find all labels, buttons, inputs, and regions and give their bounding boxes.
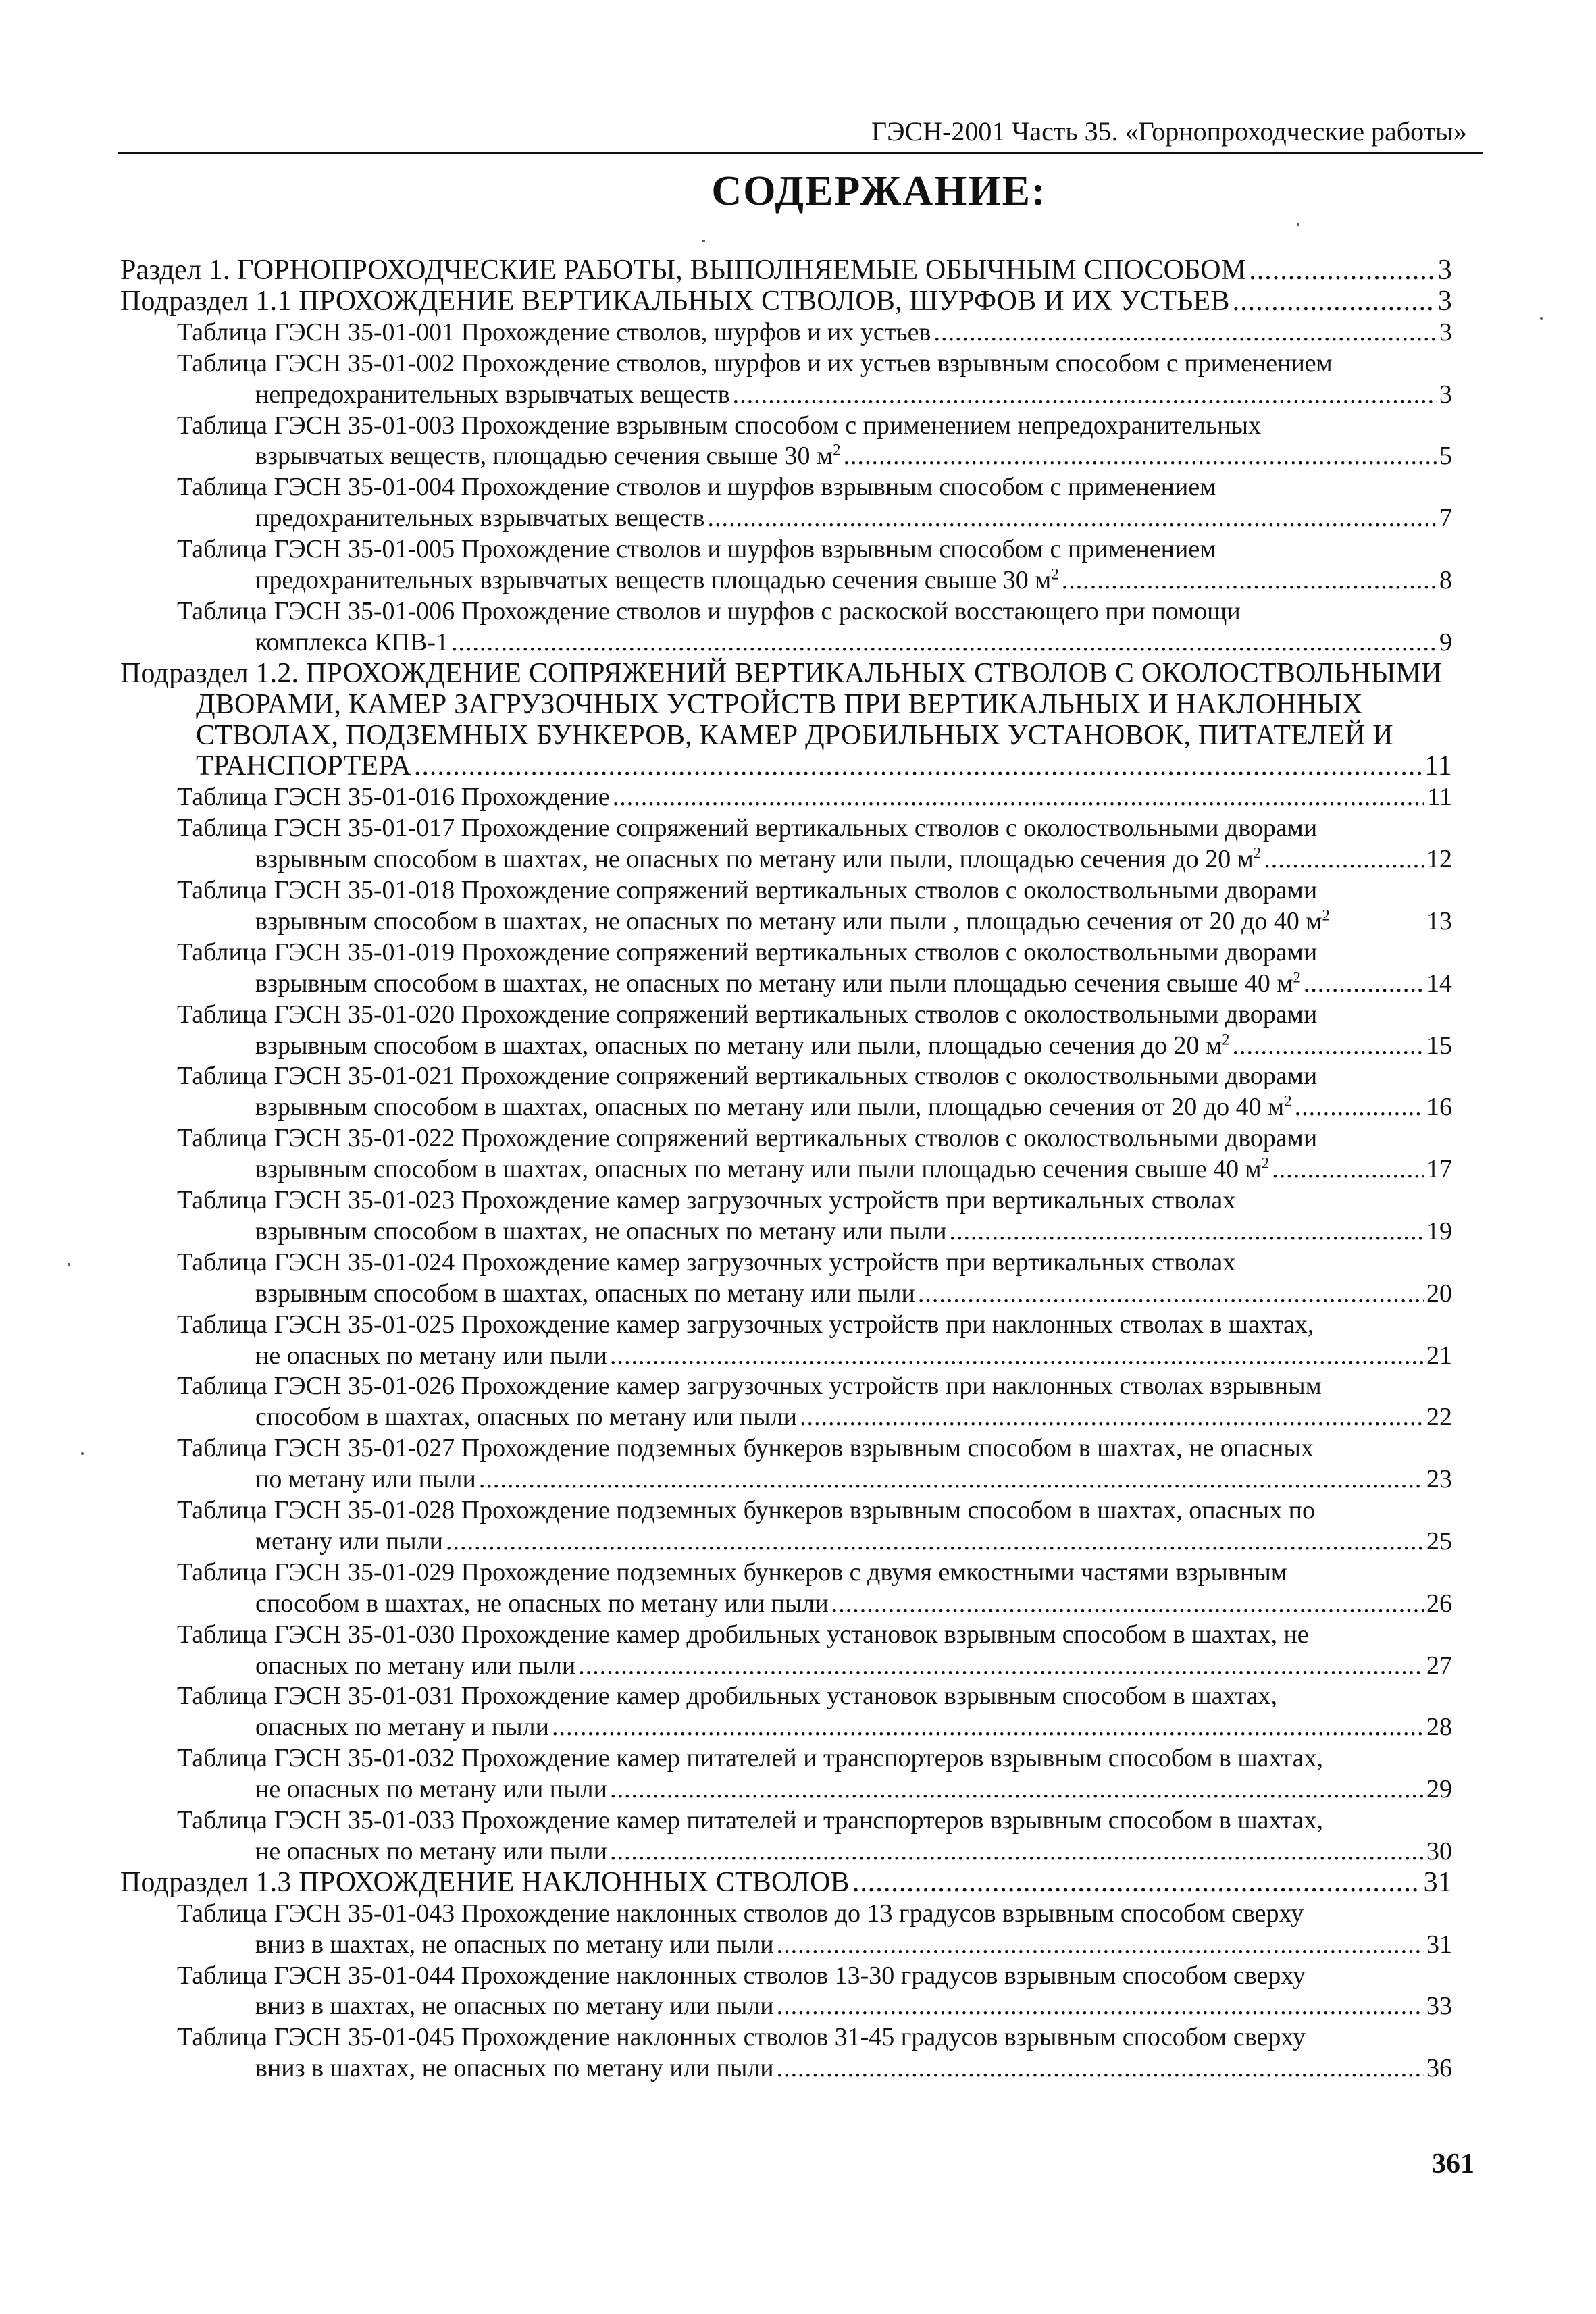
toc-entry-line bbox=[255, 1774, 1452, 1805]
toc-entry-title: непредохранительных взрывчатых веществ bbox=[255, 380, 730, 409]
toc-entry-line bbox=[255, 1154, 1452, 1185]
toc-entry-title: Подраздел 1.3 ПРОХОЖДЕНИЕ НАКЛОННЫХ СТВОЛОВ bbox=[120, 1867, 850, 1898]
toc-entry-line bbox=[196, 750, 1452, 781]
toc-page-number: 9 bbox=[1439, 628, 1452, 657]
toc-entry-line bbox=[255, 2053, 1452, 2084]
toc-page-number: 14 bbox=[1426, 969, 1452, 998]
toc-entry-text: Таблица ГЭСН 35-01-029 Прохождение подземных бункеров с двумя емкостными частями взрывным bbox=[177, 1558, 1287, 1587]
toc-entry-title: взрывчатых веществ, площадью сечения свыше 30 $м^2$ bbox=[255, 441, 841, 470]
dot-leader bbox=[1304, 968, 1424, 999]
toc-entry-text: Таблица ГЭСН 35-01-021 Прохождение сопряжений вертикальных стволов с околоствольными дворами bbox=[177, 1062, 1318, 1090]
toc-entry-title: способом в шахтах, опасных по метану или пыли bbox=[255, 1403, 797, 1431]
toc-entry-line bbox=[255, 1091, 1452, 1123]
dot-leader bbox=[950, 1216, 1424, 1247]
toc-page-number: 30 bbox=[1426, 1837, 1452, 1866]
toc-entry-text: Таблица ГЭСН 35-01-003 Прохождение взрывным способом с применением непредохранительных bbox=[177, 411, 1261, 440]
toc-entry-title: вниз в шахтах, не опасных по метану или пыли bbox=[255, 1992, 774, 2020]
toc-entry-title: метану или пыли bbox=[255, 1527, 443, 1555]
dot-leader bbox=[852, 1867, 1421, 1898]
dot-leader bbox=[610, 1340, 1424, 1371]
toc-entry-title: взрывным способом в шахтах, опасных по метану или пыли, площадью сечения до 20 $м^2$ bbox=[255, 1031, 1230, 1060]
toc-entry-text: Таблица ГЭСН 35-01-033 Прохождение камер питателей и транспортеров взрывным способом в шахтах, bbox=[177, 1806, 1323, 1834]
scan-speck bbox=[81, 1452, 84, 1455]
toc-page-number: 25 bbox=[1426, 1527, 1452, 1555]
toc-entry-title: ТРАНСПОРТЕРА bbox=[196, 750, 411, 781]
toc-entry-title: предохранительных взрывчатых веществ площадью сечения свыше 30 $м^2$ bbox=[255, 565, 1059, 594]
page-title: СОДЕРЖАНИЕ: bbox=[711, 168, 1047, 214]
dot-leader bbox=[1295, 1091, 1424, 1123]
toc-entry-text: Таблица ГЭСН 35-01-044 Прохождение наклонных стволов 13-30 градусов взрывным способом сверху bbox=[177, 1961, 1306, 1990]
dot-leader bbox=[578, 1650, 1424, 1681]
toc-entry-text: Таблица ГЭСН 35-01-023 Прохождение камер загрузочных устройств при вертикальных стволах bbox=[177, 1186, 1236, 1214]
toc-page-number: 20 bbox=[1426, 1279, 1452, 1308]
toc-entry-title: не опасных по метану или пыли bbox=[255, 1837, 607, 1866]
toc-entry-text: Таблица ГЭСН 35-01-043 Прохождение наклонных стволов до 13 градусов взрывным способом сверху bbox=[177, 1899, 1304, 1928]
toc-entry-line bbox=[255, 1836, 1452, 1867]
dot-leader bbox=[610, 1774, 1424, 1805]
toc-page-number: 17 bbox=[1426, 1155, 1452, 1183]
toc-page-number: 31 bbox=[1423, 1867, 1452, 1898]
page-number: 361 bbox=[1432, 2149, 1474, 2180]
toc-page-number: 27 bbox=[1426, 1651, 1452, 1680]
toc-page-number: 15 bbox=[1426, 1031, 1452, 1060]
dot-leader bbox=[1232, 1030, 1424, 1061]
toc-entry-line bbox=[120, 1867, 1452, 1898]
toc-entry-title: Раздел 1. ГОРНОПРОХОДЧЕСКИЕ РАБОТЫ, ВЫПОЛНЯЕМЫЕ ОБЫЧНЫМ СПОСОБОМ bbox=[120, 255, 1247, 286]
toc-entry-text: Таблица ГЭСН 35-01-006 Прохождение стволов и шурфов с раскоской восстающего при помощи bbox=[177, 597, 1241, 625]
superscript: 2 bbox=[1293, 969, 1301, 986]
toc-entry-text: Таблица ГЭСН 35-01-030 Прохождение камер дробильных установок взрывным способом в шахтах, не bbox=[177, 1620, 1309, 1649]
toc-page-number: 36 bbox=[1426, 2054, 1452, 2082]
dot-leader bbox=[1272, 1154, 1424, 1185]
toc-entry-text: Таблица ГЭСН 35-01-025 Прохождение камер загрузочных устройств при наклонных стволах в шахтах, bbox=[177, 1310, 1314, 1339]
toc-entry-title: взрывным способом в шахтах, опасных по метану или пыли площадью сечения свыше 40 $м^2$ bbox=[255, 1154, 1270, 1183]
dot-leader bbox=[1233, 286, 1435, 317]
toc-entry-title: Таблица ГЭСН 35-01-001 Прохождение стволов, шурфов и их устьев bbox=[177, 318, 931, 346]
dot-leader bbox=[707, 503, 1437, 534]
dot-leader bbox=[777, 2053, 1424, 2084]
toc-entry-text: СТВОЛАХ, ПОДЗЕМНЫХ БУНКЕРОВ, КАМЕР ДРОБИЛЬНЫХ УСТАНОВОК, ПИТАТЕЛЕЙ И bbox=[196, 720, 1393, 751]
superscript: 2 bbox=[1261, 1154, 1270, 1172]
toc-page-number: 13 bbox=[1426, 907, 1452, 935]
toc-page-number: 28 bbox=[1426, 1713, 1452, 1741]
toc-entry-text: Таблица ГЭСН 35-01-019 Прохождение сопряжений вертикальных стволов с околоствольными дворами bbox=[177, 938, 1318, 967]
toc-page-number: 12 bbox=[1426, 845, 1452, 873]
dot-leader bbox=[610, 1836, 1424, 1867]
toc-page-number: 8 bbox=[1439, 566, 1452, 594]
toc-entry-title: взрывным способом в шахтах, не опасных по метану или пыли, площадью сечения до 20 $м^2$ bbox=[255, 844, 1262, 873]
dot-leader bbox=[1249, 255, 1435, 286]
toc-entry-title: предохранительных взрывчатых веществ bbox=[255, 504, 705, 532]
toc-entry-line bbox=[255, 379, 1452, 410]
scan-speck bbox=[702, 240, 705, 242]
toc-entry-title: Таблица ГЭСН 35-01-016 Прохождение bbox=[177, 783, 610, 811]
toc-entry-title: взрывным способом в шахтах, опасных по метану или пыли bbox=[255, 1279, 915, 1308]
toc-entry-text: Таблица ГЭСН 35-01-022 Прохождение сопряжений вертикальных стволов с околоствольными дворами bbox=[177, 1124, 1318, 1152]
toc-page-number: 19 bbox=[1426, 1217, 1452, 1245]
toc-page-number: 22 bbox=[1426, 1403, 1452, 1431]
scan-speck bbox=[1297, 223, 1299, 226]
toc-entry-title: взрывным способом в шахтах, не опасных по метану или пыли площадью сечения свыше 40 $м^2$ bbox=[255, 969, 1301, 998]
toc-entry-line bbox=[177, 781, 1452, 813]
toc-entry-title: вниз в шахтах, не опасных по метану или пыли bbox=[255, 2054, 774, 2082]
dot-leader bbox=[733, 379, 1437, 410]
toc-page-number: 33 bbox=[1426, 1992, 1452, 2020]
dot-leader bbox=[451, 627, 1437, 658]
toc-entry-line bbox=[255, 1278, 1452, 1309]
toc-entry-title: вниз в шахтах, не опасных по метану или пыли bbox=[255, 1930, 774, 1959]
toc-entry-line bbox=[255, 627, 1452, 658]
toc-page-number: 7 bbox=[1439, 504, 1452, 532]
toc-page-number: 16 bbox=[1426, 1093, 1452, 1121]
dot-leader bbox=[918, 1278, 1424, 1309]
toc-entry-line bbox=[255, 844, 1452, 875]
toc-entry-line bbox=[120, 255, 1452, 286]
toc-page-number: 26 bbox=[1426, 1589, 1452, 1618]
toc-page-number: 29 bbox=[1426, 1775, 1452, 1803]
toc-entry-line bbox=[255, 1464, 1452, 1495]
superscript: 2 bbox=[1322, 906, 1330, 924]
toc-entry-text: Подраздел 1.2. ПРОХОЖДЕНИЕ СОПРЯЖЕНИЙ ВЕРТИКАЛЬНЫХ СТВОЛОВ С ОКОЛОСТВОЛЬНЫМИ bbox=[120, 658, 1442, 689]
toc-entry-text: Таблица ГЭСН 35-01-026 Прохождение камер загрузочных устройств при наклонных стволах взрывным bbox=[177, 1372, 1322, 1400]
scan-speck bbox=[1540, 317, 1543, 320]
toc-entry-text: Таблица ГЭСН 35-01-018 Прохождение сопряжений вертикальных стволов с околоствольными дворами bbox=[177, 876, 1318, 904]
superscript: 2 bbox=[1253, 844, 1262, 862]
toc-entry-title: взрывным способом в шахтах, опасных по метану или пыли, площадью сечения от 20 до 40 $м^2$ bbox=[255, 1092, 1292, 1121]
superscript: 2 bbox=[1284, 1092, 1292, 1110]
toc-entry-text: Таблица ГЭСН 35-01-004 Прохождение стволов и шурфов взрывным способом с применением bbox=[177, 473, 1216, 501]
dot-leader bbox=[446, 1526, 1424, 1557]
toc-entry-line bbox=[255, 1216, 1452, 1247]
toc-entry-text: Таблица ГЭСН 35-01-028 Прохождение подземных бункеров взрывным способом в шахтах, опасных по bbox=[177, 1496, 1315, 1524]
toc-entry-title: опасных по метану и пыли bbox=[255, 1713, 549, 1741]
dot-leader bbox=[777, 1990, 1424, 2022]
toc-entry-text: ДВОРАМИ, КАМЕР ЗАГРУЗОЧНЫХ УСТРОЙСТВ ПРИ ВЕРТИКАЛЬНЫХ И НАКЛОННЫХ bbox=[196, 689, 1363, 720]
toc-entry-text: Таблица ГЭСН 35-01-045 Прохождение наклонных стволов 31-45 градусов взрывным способом сверху bbox=[177, 2023, 1306, 2051]
toc-entry-title: не опасных по метану или пыли bbox=[255, 1341, 607, 1370]
toc-page-number: 11 bbox=[1424, 750, 1452, 781]
toc-entry-title: опасных по метану или пыли bbox=[255, 1651, 576, 1680]
dot-leader bbox=[843, 440, 1437, 471]
toc-page-number: 3 bbox=[1439, 380, 1452, 409]
toc-page-number: 3 bbox=[1439, 318, 1452, 346]
toc-entry-title: не опасных по метану или пыли bbox=[255, 1775, 607, 1803]
toc-entry-line bbox=[255, 968, 1452, 999]
toc-entry-line bbox=[255, 1712, 1452, 1743]
toc-entry-line bbox=[120, 286, 1452, 317]
dot-leader bbox=[414, 750, 1422, 781]
toc-entry-line bbox=[255, 906, 1452, 937]
toc-entry-line bbox=[255, 565, 1452, 596]
dot-leader bbox=[933, 317, 1437, 348]
toc-page-number: 3 bbox=[1437, 286, 1452, 317]
dot-leader bbox=[1264, 844, 1424, 875]
toc-entry-text: Таблица ГЭСН 35-01-027 Прохождение подземных бункеров взрывным способом в шахтах, не опасных bbox=[177, 1434, 1314, 1462]
toc-entry-text: Таблица ГЭСН 35-01-005 Прохождение стволов и шурфов взрывным способом с применением bbox=[177, 535, 1216, 563]
toc-entry-text: Таблица ГЭСН 35-01-020 Прохождение сопряжений вертикальных стволов с околоствольными дворами bbox=[177, 1000, 1318, 1029]
toc-entry-title: взрывным способом в шахтах, не опасных по метану или пыли , площадью сечения от 20 до 40 $м^2$ bbox=[255, 906, 1330, 935]
toc-entry-line bbox=[255, 1402, 1452, 1433]
toc-entry-line bbox=[255, 1650, 1452, 1681]
toc-page-number: 21 bbox=[1426, 1341, 1452, 1370]
dot-leader bbox=[831, 1588, 1424, 1619]
toc-page-number: 11 bbox=[1427, 783, 1452, 811]
toc-page-number: 23 bbox=[1426, 1465, 1452, 1493]
toc-page-number: 3 bbox=[1437, 255, 1452, 286]
toc-entry-title: комплекса КПВ-1 bbox=[255, 628, 449, 657]
toc-entry-line bbox=[255, 1030, 1452, 1061]
toc-entry-line bbox=[255, 503, 1452, 534]
dot-leader bbox=[800, 1402, 1424, 1433]
scan-speck bbox=[68, 1263, 70, 1266]
toc-entry-text: Таблица ГЭСН 35-01-017 Прохождение сопряжений вертикальных стволов с околоствольными дворами bbox=[177, 814, 1318, 842]
superscript: 2 bbox=[833, 441, 841, 459]
toc-entry-line bbox=[255, 1990, 1452, 2022]
toc-entry-text: Таблица ГЭСН 35-01-031 Прохождение камер дробильных установок взрывным способом в шахтах, bbox=[177, 1682, 1277, 1710]
toc-page-number: 31 bbox=[1426, 1930, 1452, 1959]
toc-page-number: 5 bbox=[1439, 442, 1452, 470]
toc-entry-line bbox=[255, 440, 1452, 471]
toc-entry-text: Таблица ГЭСН 35-01-002 Прохождение стволов, шурфов и их устьев взрывным способом с применением bbox=[177, 349, 1333, 378]
toc-entry-title: Подраздел 1.1 ПРОХОЖДЕНИЕ ВЕРТИКАЛЬНЫХ СТВОЛОВ, ШУРФОВ И ИХ УСТЬЕВ bbox=[120, 286, 1230, 317]
superscript: 2 bbox=[1051, 565, 1059, 583]
toc-entry-title: взрывным способом в шахтах, не опасных по метану или пыли bbox=[255, 1217, 947, 1245]
dot-leader bbox=[479, 1464, 1424, 1495]
toc-entry-line bbox=[255, 1588, 1452, 1619]
dot-leader bbox=[613, 781, 1425, 813]
dot-leader bbox=[1062, 565, 1437, 596]
dot-leader bbox=[777, 1929, 1424, 1960]
superscript: 2 bbox=[1222, 1031, 1230, 1048]
toc-entry-line bbox=[255, 1526, 1452, 1557]
toc-entry-line bbox=[255, 1340, 1452, 1371]
toc-entry-title: способом в шахтах, не опасных по метану или пыли bbox=[255, 1589, 829, 1618]
toc-entry-text: Таблица ГЭСН 35-01-024 Прохождение камер загрузочных устройств при вертикальных стволах bbox=[177, 1248, 1236, 1277]
toc-entry-text: Таблица ГЭСН 35-01-032 Прохождение камер питателей и транспортеров взрывным способом в шахтах, bbox=[177, 1744, 1323, 1772]
dot-leader bbox=[552, 1712, 1424, 1743]
toc-entry-line bbox=[255, 1929, 1452, 1960]
toc-entry-line bbox=[177, 317, 1452, 348]
running-header: ГЭСН-2001 Часть 35. «Горнопроходческие работы» bbox=[871, 116, 1467, 147]
toc-entry-title: по метану или пыли bbox=[255, 1465, 476, 1493]
